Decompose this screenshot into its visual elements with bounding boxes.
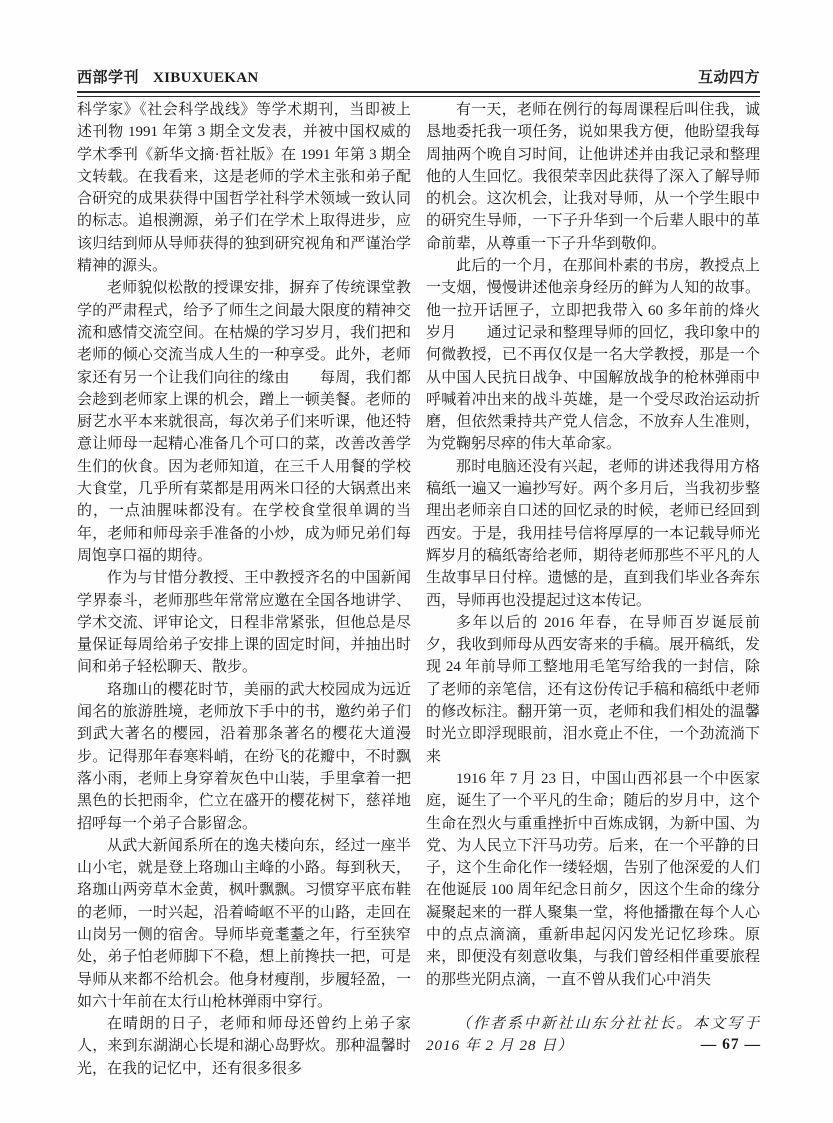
left-column — [77, 99, 411, 1080]
journal-title-pinyin: XIBUXUEKAN — [153, 70, 259, 86]
author-note: （作者系中新社山东分社社长。本文写于 2016 年 2 月 28 日） — [426, 1015, 760, 1055]
header-double-rule — [77, 91, 760, 97]
paragraph: 有一天，老师在例行的每周课程后叫住我，诚恳地委托我一项任务，说如果我方便，他盼望我每周抽两个晚自习时间，让他讲述并由我记录和整理他的人生回忆。我很荣幸因此获得了深入了解导师的机会。这次机会，让我对导师，从一个学生眼中的研究生导师，一下子升华到一个后辈人眼中的革命前辈，从尊重一下子升华到敬仰。 — [426, 102, 760, 252]
right-column — [426, 99, 791, 1080]
paragraph: 作为与甘惜分教授、王中教授齐名的中国新闻学界泰斗，老师那些年常常应邀在全国各地讲学、学术交流、评审论文，日程非常紧张，但他总是尽量保证每周给弟子安排上课的固定时间，并抽出时间和弟子轻松聊天、散步。 — [77, 570, 411, 676]
paragraph: 1916 年 7 月 23 日，中国山西祁县一个中医家庭，诞生了一个平凡的生命；随后的岁月中，这个生命在烈火与重重挫折中百炼成钢，为新中国、为党、为人民立下汗马功劳。后来，在一个平静的日子，这个生命化作一缕轻烟，告别了他深爱的人们 在他诞辰 100 周年纪念日前夕，因这个生命的缘分凝聚起来的一群人聚集一堂，将他播撒在每个人心中的点点滴滴，重新串起闪闪发光记忆珍珠。原来，即便没有刻意收集，与我们曾经相伴重要旅程的那些光阴点滴，一直不曾从我们心中消失 — [426, 770, 791, 988]
paragraph: 科学家》《社会科学战线》等学术期刊，当即被上述刊物 1991 年第 3 期全文发表，并被中国权威的学术季刊《新华文摘·哲社版》在 1991 年第 3 期全文转载。在我看来，这是老师的学术主张和弟子配合研究的成果获得中国哲学社科学术领域一致认同的标志。追根溯源，弟子们在学术上取得进步，应该归结到师从导师获得的独到研究视角和严谨治学精神的源头。 — [77, 102, 411, 275]
page-header — [77, 66, 760, 87]
journal-title — [77, 66, 259, 87]
paragraph: 那时电脑还没有兴起，老师的讲述我得用方格稿纸一遍又一遍抄写好。两个多月后，当我初步整理出老师亲自口述的回忆录的时候，老师已经回到西安。于是，我用挂号信将厚厚的一本记载导师光辉岁月的稿纸寄给老师，期待老师那些不平凡的人生故事早日付梓。遗憾的是，直到我们毕业各奔东西，导师再也没提起过这本传记。 — [426, 458, 760, 609]
paragraph: 在晴朗的日子，老师和师母还曾约上弟子家人，来到东湖湖心长堤和湖心岛野炊。那种温馨时光，在我的记忆中，还有很多很多 — [77, 1016, 411, 1077]
section-title: 互动四方 — [697, 70, 760, 86]
article-body — [77, 99, 791, 1080]
journal-title-chinese: 西部学刊 — [77, 70, 140, 86]
paragraph: 从武大新闻系所在的逸夫楼向东，经过一座半山小宅，就是登上珞珈山主峰的小路。每到秋天，珞珈山两旁草木金黄，枫叶飘飘。习惯穿平底布鞋的老师，一时兴起，沿着崎岖不平的山路，走回在山岗另一侧的宿舍。导师毕竟耄耋之年，行至狭窄处，弟子怕老师脚下不稳，想上前搀扶一把，可是导师从来都不给机会。他身材瘦削，步履轻盈，一如六十年前在太行山枪林弹雨中穿行。 — [77, 837, 411, 1010]
paragraph: 老师貌似松散的授课安排，摒弃了传统课堂教学的严肃程式，给予了师生之间最大限度的精神交流和感情交流空间。在枯燥的学习岁月，我们把和老师的倾心交流当成人生的一种享受。此外，老师家还有另一个让我们向往的缘由 每周，我们都会趁到老师家上课的机会，蹭上一顿美餐。老师的厨艺水平本来就很高，每次弟子们来听课，他还特意让师母一起精心准备几个可口的菜，改善改善学生们的伙食。因为老师知道，在三千人用餐的学校大食堂，几乎所有菜都是用两米口径的大锅煮出来的，一点油腥味都没有。在学校食堂很单调的当年，老师和师母亲手准备的小炒，成为师兄弟们每周饱享口福的期待。 — [77, 280, 411, 564]
paragraph: 珞珈山的樱花时节，美丽的武大校园成为远近闻名的旅游胜境，老师放下手中的书，邀约弟子们到武大著名的樱园，沿着那条著名的樱花大道漫步。记得那年春寒料峭，在纷飞的花瓣中，不时飘落小雨，老师上身穿着灰色中山装，手里拿着一把黑色的长把雨伞，伫立在盛开的樱花树下，慈祥地招呼每一个弟子合影留念。 — [77, 681, 411, 832]
page-number: — 67 — — [700, 1036, 761, 1053]
paragraph: 多年以后的 2016 年春，在导师百岁诞辰前夕，我收到师母从西安寄来的手稿。展开稿纸，发现 24 年前导师工整地用毛笔写给我的一封信，除了老师的亲笔信，还有这份传记手稿和稿纸中老师的修改标注。翻开第一页，老师和我们相处的温馨时光立即浮现眼前，泪水竟止不住，一个劲流淌下来 — [426, 614, 760, 765]
paragraph: 此后的一个月，在那间朴素的书房，教授点上一支烟，慢慢讲述他亲身经历的鲜为人知的故事。他一拉开话匣子，立即把我带入 60 多年前的烽火岁月 通过记录和整理导师的回忆，我印象中的何微教授，已不再仅仅是一名大学教授，那是一个从中国人民抗日战争、中国解放战争的枪林弹雨中呼喊着冲出来的战斗英雄，是一个受尽政治运动折磨，但依然秉持共产党人信念，不放弃人生准则，为党鞠躬尽瘁的伟大革命家。 — [426, 258, 760, 453]
